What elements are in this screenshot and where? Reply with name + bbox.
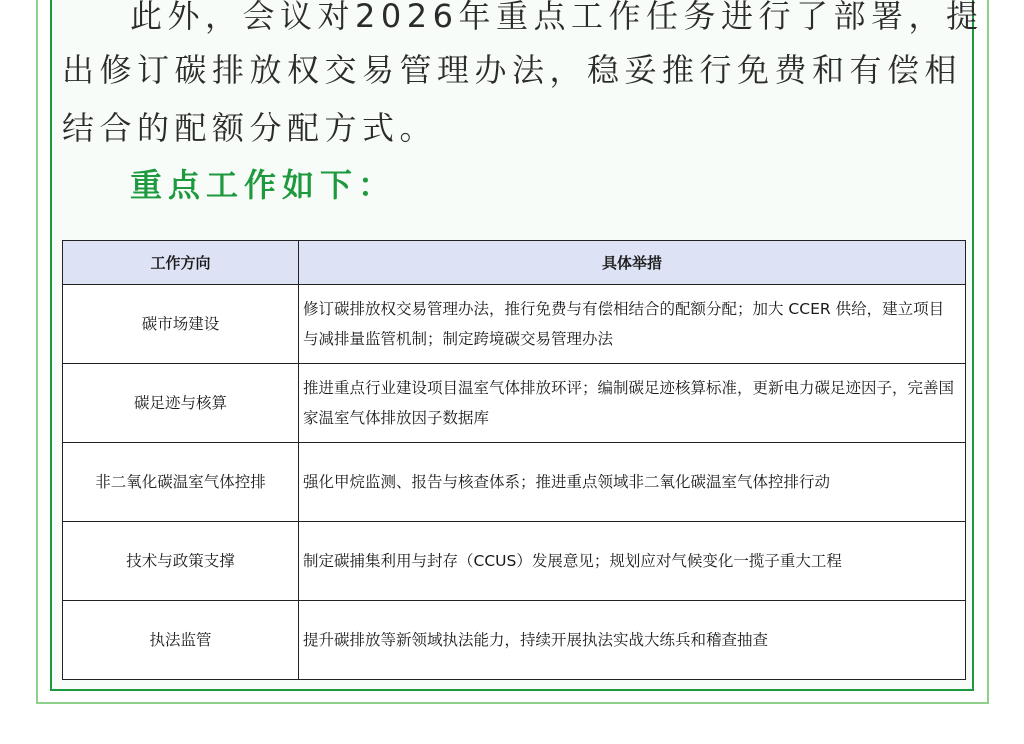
- measures-cell: 推进重点行业建设项目温室气体排放环评；编制碳足迹核算标准，更新电力碳足迹因子，完善国家温室气体排放因子数据库: [299, 364, 966, 443]
- key-work-table: [62, 240, 966, 680]
- work-direction-cell: 执法监管: [63, 601, 299, 680]
- table-row: [63, 364, 966, 443]
- table-row: [63, 285, 966, 364]
- intro-paragraph-line-3: 结合的配额分配方式。: [62, 109, 438, 147]
- intro-paragraph-line-1: 此外，会议对2026年重点工作任务进行了部署，提: [130, 0, 984, 35]
- measures-cell: 强化甲烷监测、报告与核查体系；推进重点领域非二氧化碳温室气体控排行动: [299, 443, 966, 522]
- table-row: [63, 522, 966, 601]
- column-header-direction: 工作方向: [63, 241, 299, 285]
- intro-paragraph-line-2: 出修订碳排放权交易管理办法，稳妥推行免费和有偿相: [62, 51, 963, 89]
- column-header-measures: 具体举措: [299, 241, 966, 285]
- measures-cell: 制定碳捕集利用与封存（CCUS）发展意见；规划应对气候变化一揽子重大工程: [299, 522, 966, 601]
- work-direction-cell: 碳市场建设: [63, 285, 299, 364]
- measures-cell: 修订碳排放权交易管理办法，推行免费与有偿相结合的配额分配；加大 CCER 供给，建立项目与减排量监管机制；制定跨境碳交易管理办法: [299, 285, 966, 364]
- section-heading: 重点工作如下：: [130, 166, 397, 204]
- work-direction-cell: 技术与政策支撑: [63, 522, 299, 601]
- work-direction-cell: 非二氧化碳温室气体控排: [63, 443, 299, 522]
- work-direction-cell: 碳足迹与核算: [63, 364, 299, 443]
- table-header-row: [63, 241, 966, 285]
- table-row: [63, 601, 966, 680]
- table-row: [63, 443, 966, 522]
- measures-cell: 提升碳排放等新领域执法能力，持续开展执法实战大练兵和稽查抽查: [299, 601, 966, 680]
